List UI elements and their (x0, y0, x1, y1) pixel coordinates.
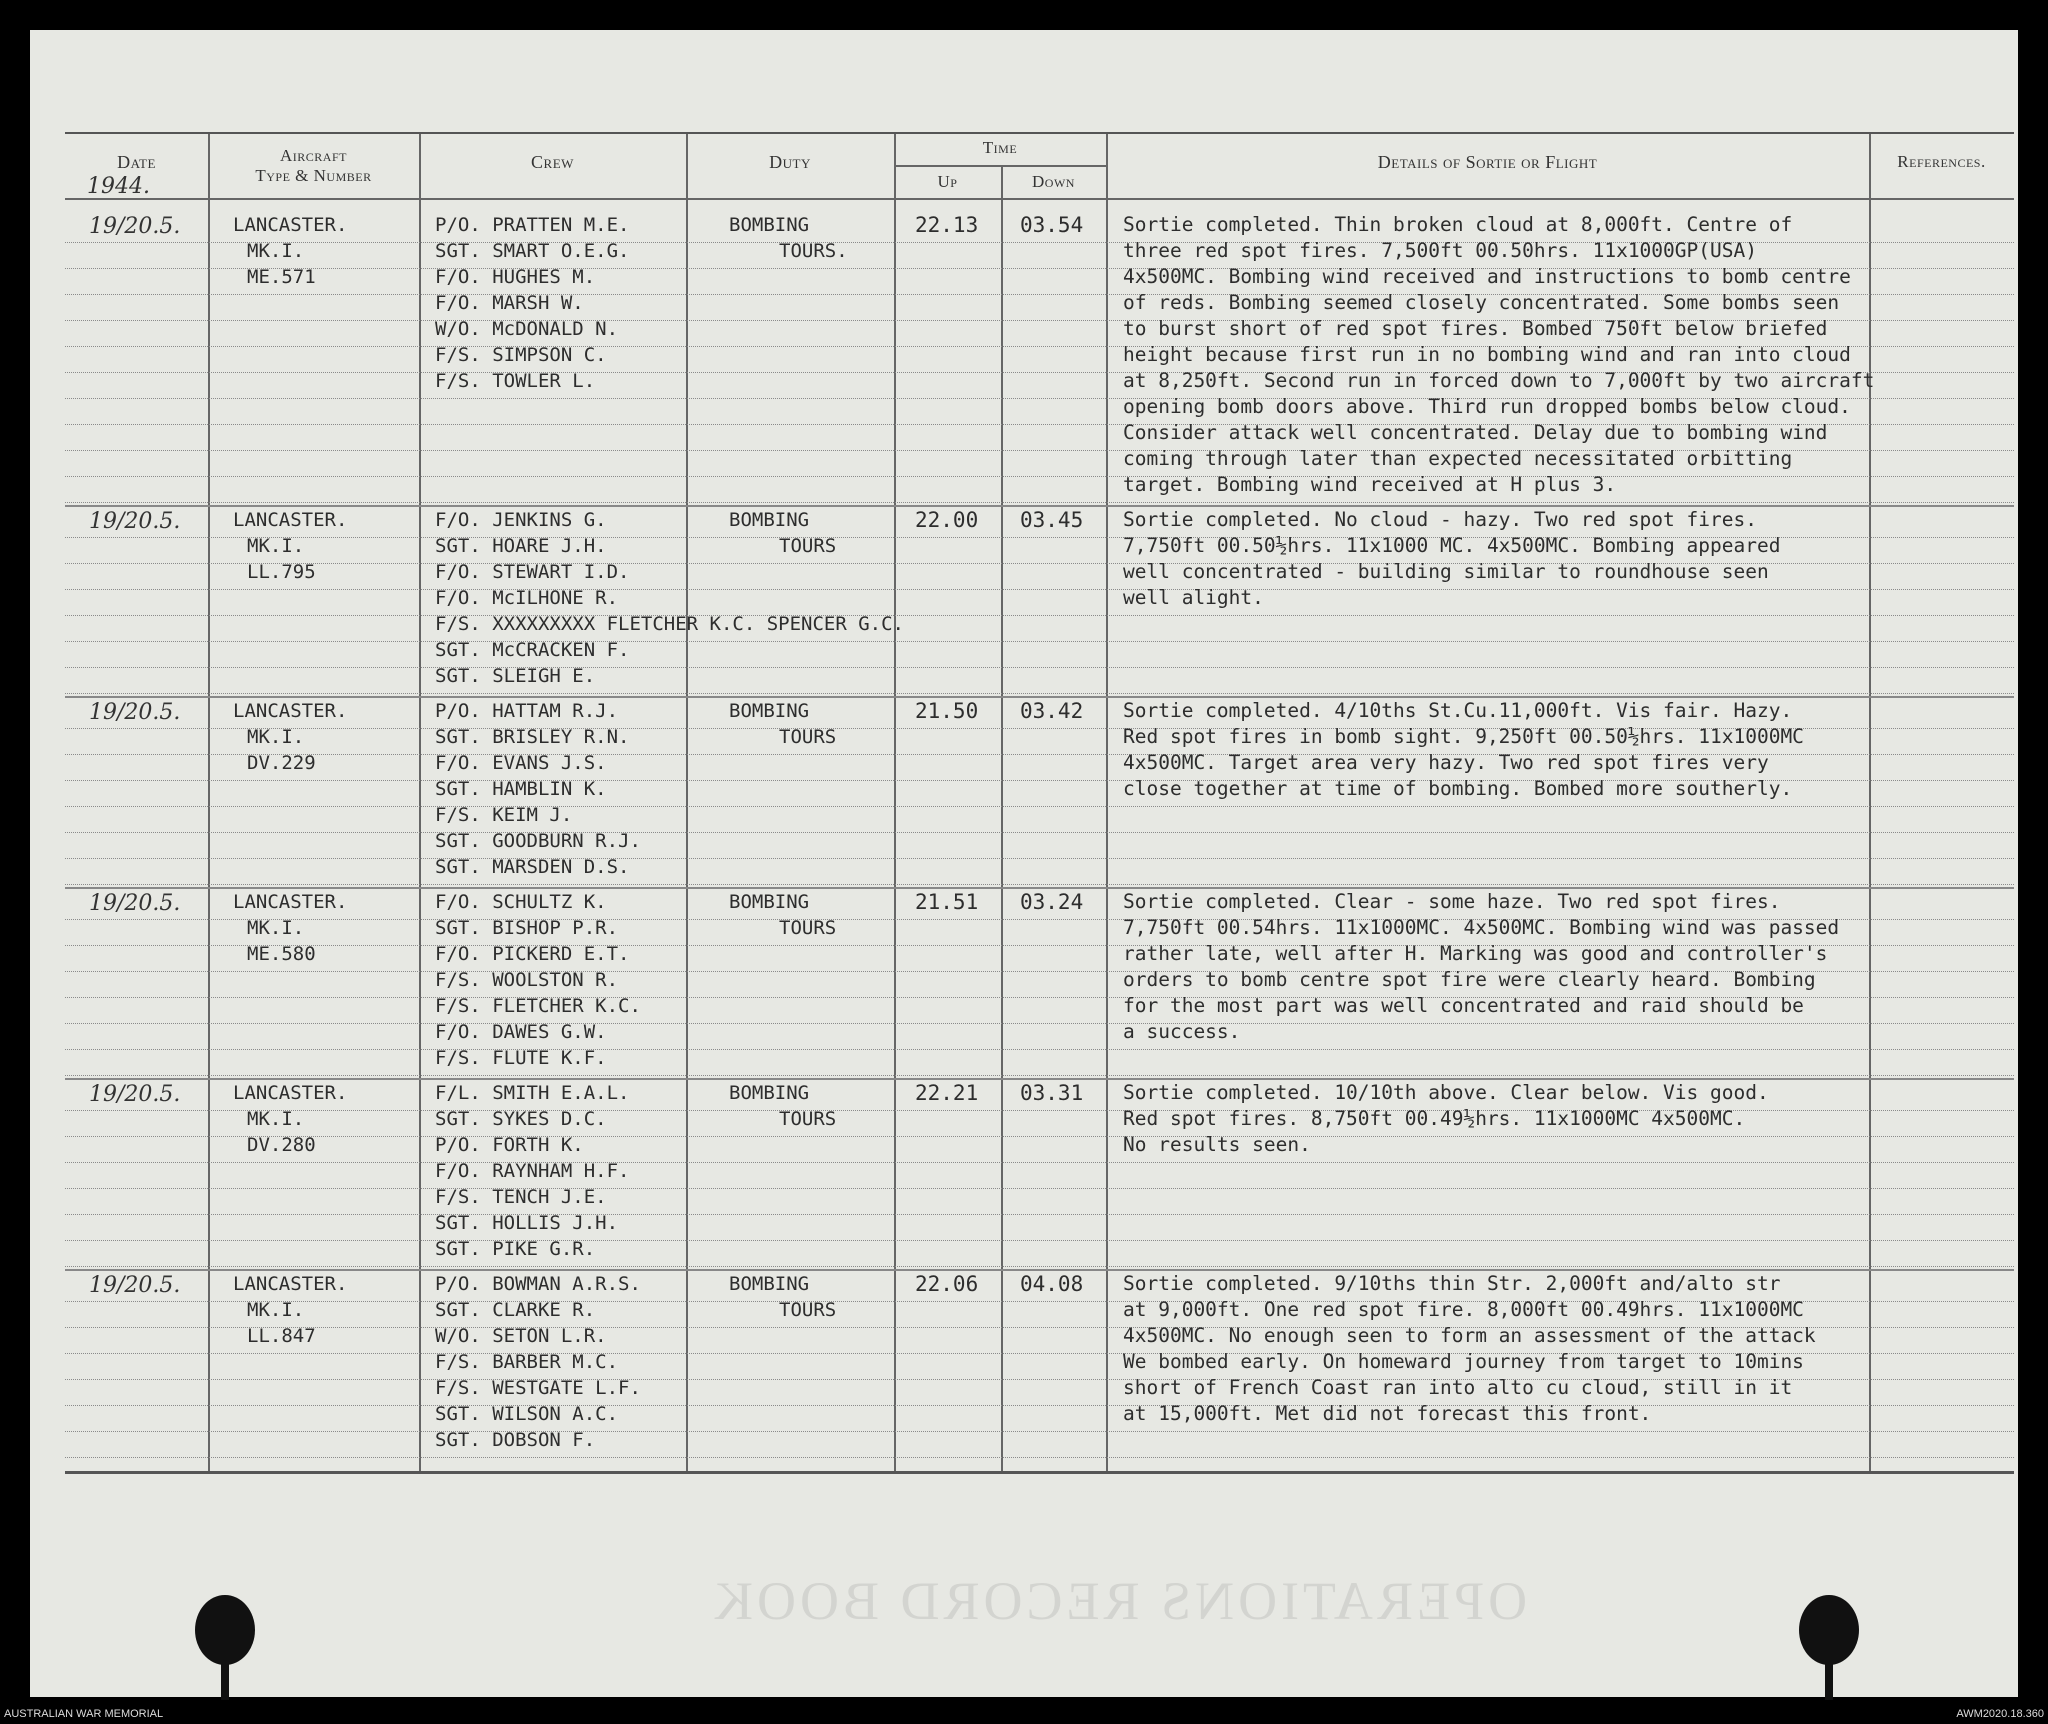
ruled-line (65, 858, 2014, 859)
aircraft-line: ME.571 (247, 266, 316, 288)
details-line: Sortie completed. 9/10ths thin Str. 2,000ft and/alto str (1123, 1272, 1781, 1295)
ruled-line (65, 1162, 2014, 1163)
crew-member: SGT. BISHOP P.R. (435, 917, 619, 939)
duty-line: TOURS. (779, 240, 848, 262)
footer-accession: AWM2020.18.360 (1956, 1708, 2044, 1720)
details-line: 4x500MC. Bombing wind received and instructions to bomb centre (1123, 265, 1851, 288)
aircraft-line: LANCASTER. (233, 1273, 348, 1295)
details-line: target. Bombing wind received at H plus 3. (1123, 473, 1617, 496)
crew-member: SGT. SLEIGH E. (435, 665, 596, 687)
time-down: 03.31 (1020, 1081, 1084, 1105)
crew-member: F/O. HUGHES M. (435, 266, 596, 288)
crew-member: F/O. MARSH W. (435, 292, 584, 314)
aircraft-line: MK.I. (247, 240, 305, 262)
header-duty: Duty (769, 152, 811, 172)
time-up: 22.13 (915, 213, 979, 237)
duty-line: BOMBING (729, 1082, 810, 1104)
aircraft-line: LANCASTER. (233, 214, 348, 236)
crew-member: F/O. PICKERD E.T. (435, 943, 630, 965)
crew-member: SGT. PIKE G.R. (435, 1238, 596, 1260)
header-year: 1944. (87, 174, 150, 199)
details-line: Sortie completed. Clear - some haze. Two red spot fires. (1123, 890, 1781, 913)
crew-member: F/S. WOOLSTON R. (435, 969, 619, 991)
sortie-date: 19/20.5. (89, 891, 181, 916)
details-line: Red spot fires. 8,750ft 00.49½hrs. 11x1000MC 4x500MC. (1123, 1107, 1746, 1130)
details-line: for the most part was well concentrated and raid should be (1123, 994, 1804, 1017)
duty-line: TOURS (779, 535, 837, 557)
details-line: Sortie completed. 4/10ths St.Cu.11,000ft. Vis fair. Hazy. (1123, 699, 1793, 722)
header-aircraft: Aircraft (280, 146, 347, 165)
ruled-line (65, 502, 2014, 503)
time-up: 22.06 (915, 1272, 979, 1296)
details-line: opening bomb doors above. Third run dropped bombs below cloud. (1123, 395, 1851, 418)
duty-line: BOMBING (729, 700, 810, 722)
time-down: 04.08 (1020, 1272, 1084, 1296)
header-type-number: Type & Number (255, 166, 372, 185)
ruled-line (65, 1266, 2014, 1267)
sortie-entry (65, 1081, 2014, 1268)
header-bottom-rule (65, 198, 2014, 200)
aircraft-line: DV.229 (247, 752, 316, 774)
details-line: at 15,000ft. Met did not forecast this front. (1123, 1402, 1652, 1425)
details-line: 4x500MC. No enough seen to form an assessment of the attack (1123, 1324, 1816, 1347)
details-line: well alight. (1123, 586, 1264, 609)
header-date: Date (117, 152, 156, 172)
header-time-up: Up (937, 172, 958, 191)
crew-member: F/O. STEWART I.D. (435, 561, 630, 583)
details-line: Sortie completed. Thin broken cloud at 8,000ft. Centre of (1123, 213, 1793, 236)
sortie-entry (65, 1272, 2014, 1459)
crew-member: P/O. FORTH K. (435, 1134, 584, 1156)
sortie-date: 19/20.5. (89, 700, 181, 725)
duty-line: TOURS (779, 1299, 837, 1321)
ruled-line (65, 1075, 2014, 1076)
crew-member: SGT. SYKES D.C. (435, 1108, 607, 1130)
aircraft-line: ME.580 (247, 943, 316, 965)
crew-member: F/L. SMITH E.A.L. (435, 1082, 630, 1104)
details-line: Sortie completed. 10/10th above. Clear below. Vis good. (1123, 1081, 1769, 1104)
crew-member: SGT. DOBSON F. (435, 1429, 596, 1451)
crew-member: F/S. SIMPSON C. (435, 344, 607, 366)
time-up: 21.51 (915, 890, 979, 914)
sortie-date: 19/20.5. (89, 214, 181, 239)
crew-member: F/O. SCHULTZ K. (435, 891, 607, 913)
details-line: three red spot fires. 7,500ft 00.50hrs. 11x1000GP(USA) (1123, 239, 1757, 262)
aircraft-line: LL.847 (247, 1325, 316, 1347)
details-line: of reds. Bombing seemed closely concentrated. Some bombs seen (1123, 291, 1840, 314)
aircraft-line: LANCASTER. (233, 1082, 348, 1104)
crew-member: P/O. PRATTEN M.E. (435, 214, 630, 236)
operations-record-form (65, 132, 2014, 1474)
details-line: Sortie completed. No cloud - hazy. Two red spot fires. (1123, 508, 1757, 531)
details-line: Red spot fires in bomb sight. 9,250ft 00.50½hrs. 11x1000MC (1123, 725, 1804, 748)
aircraft-line: MK.I. (247, 917, 305, 939)
ruled-line (65, 476, 2014, 477)
header-time-down: Down (1032, 172, 1075, 191)
sortie-entry (65, 508, 2014, 695)
details-line: 4x500MC. Target area very hazy. Two red spot fires very (1123, 751, 1769, 774)
entry-separator (65, 505, 2014, 507)
header-details: Details of Sortie or Flight (1377, 152, 1598, 172)
header-time: Time (982, 138, 1018, 157)
crew-member: F/S. KEIM J. (435, 804, 573, 826)
ruled-line (65, 667, 2014, 668)
aircraft-line: MK.I. (247, 1299, 305, 1321)
duty-line: BOMBING (729, 214, 810, 236)
aircraft-line: MK.I. (247, 1108, 305, 1130)
ruled-line (65, 1457, 2014, 1458)
ruled-line (65, 1240, 2014, 1241)
crew-member: F/S. FLETCHER K.C. (435, 995, 641, 1017)
aircraft-line: LANCASTER. (233, 509, 348, 531)
ruled-line (65, 1188, 2014, 1189)
aircraft-line: DV.280 (247, 1134, 316, 1156)
binder-string (1825, 1640, 1833, 1700)
duty-line: BOMBING (729, 1273, 810, 1295)
time-down: 03.54 (1020, 213, 1084, 237)
details-line: close together at time of bombing. Bombed more southerly. (1123, 777, 1793, 800)
duty-line: TOURS (779, 726, 837, 748)
crew-member: F/S. TOWLER L. (435, 370, 596, 392)
crew-member: F/O. DAWES G.W. (435, 1021, 607, 1043)
aircraft-line: MK.I. (247, 726, 305, 748)
time-header-divider (894, 165, 1108, 167)
crew-member: F/O. McILHONE R. (435, 587, 619, 609)
time-down: 03.24 (1020, 890, 1084, 914)
time-up: 22.21 (915, 1081, 979, 1105)
time-up: 22.00 (915, 508, 979, 532)
aircraft-line: MK.I. (247, 535, 305, 557)
ruled-line (65, 589, 2014, 590)
crew-member: W/O. McDONALD N. (435, 318, 619, 340)
ruled-line (65, 884, 2014, 885)
details-line: rather late, well after H. Marking was good and controller's (1123, 942, 1828, 965)
details-line: We bombed early. On homeward journey from target to 10mins (1123, 1350, 1804, 1373)
sortie-date: 19/20.5. (89, 509, 181, 534)
aircraft-line: LANCASTER. (233, 700, 348, 722)
ruled-line (65, 1405, 2014, 1406)
aircraft-line: LANCASTER. (233, 891, 348, 913)
ruled-line (65, 1136, 2014, 1137)
header-references: References. (1897, 152, 1986, 171)
crew-member: SGT. GOODBURN R.J. (435, 830, 641, 852)
crew-member: F/S. BARBER M.C. (435, 1351, 619, 1373)
crew-member: SGT. HAMBLIN K. (435, 778, 607, 800)
binder-string (221, 1640, 229, 1700)
sortie-entry (65, 213, 2014, 504)
details-line: short of French Coast ran into alto cu cloud, still in it (1123, 1376, 1793, 1399)
crew-member: F/S. TENCH J.E. (435, 1186, 607, 1208)
duty-line: TOURS (779, 1108, 837, 1130)
crew-member: F/S. XXXXXXXXX FLETCHER K.C. SPENCER G.C. (435, 613, 904, 635)
header-crew: Crew (531, 152, 574, 172)
details-line: coming through later than expected necessitated orbitting (1123, 447, 1793, 470)
ruled-line (65, 1431, 2014, 1432)
sortie-entry (65, 890, 2014, 1077)
show-through-text: OPERATIONS RECORD BOOK (710, 1571, 1528, 1631)
crew-member: F/S. FLUTE K.F. (435, 1047, 607, 1069)
duty-line: BOMBING (729, 891, 810, 913)
crew-member: P/O. HATTAM R.J. (435, 700, 619, 722)
ruled-line (65, 641, 2014, 642)
crew-member: F/O. EVANS J.S. (435, 752, 607, 774)
sortie-entry (65, 699, 2014, 886)
time-up: 21.50 (915, 699, 979, 723)
ruled-line (65, 832, 2014, 833)
time-down: 03.45 (1020, 508, 1084, 532)
details-line: height because first run in no bombing wind and ran into cloud (1123, 343, 1851, 366)
crew-member: SGT. SMART O.E.G. (435, 240, 630, 262)
details-line: well concentrated - building similar to roundhouse seen (1123, 560, 1769, 583)
crew-member: SGT. HOLLIS J.H. (435, 1212, 619, 1234)
details-line: Consider attack well concentrated. Delay due to bombing wind (1123, 421, 1828, 444)
details-line: 7,750ft 00.54hrs. 11x1000MC. 4x500MC. Bombing wind was passed (1123, 916, 1840, 939)
entry-separator (65, 1269, 2014, 1271)
details-line: at 8,250ft. Second run in forced down to 7,000ft by two aircraft (1123, 369, 1875, 392)
crew-member: F/S. WESTGATE L.F. (435, 1377, 641, 1399)
aircraft-line: LL.795 (247, 561, 316, 583)
sortie-date: 19/20.5. (89, 1273, 181, 1298)
crew-member: SGT. McCRACKEN F. (435, 639, 630, 661)
entry-separator (65, 1078, 2014, 1080)
ruled-line (65, 693, 2014, 694)
crew-member: SGT. BRISLEY R.N. (435, 726, 630, 748)
crew-member: SGT. HOARE J.H. (435, 535, 607, 557)
entry-separator (65, 887, 2014, 889)
ruled-line (65, 1023, 2014, 1024)
details-line: a success. (1123, 1020, 1241, 1043)
crew-member: P/O. BOWMAN A.R.S. (435, 1273, 641, 1295)
crew-member: F/O. RAYNHAM H.F. (435, 1160, 630, 1182)
crew-member: W/O. SETON L.R. (435, 1325, 607, 1347)
details-line: No results seen. (1123, 1133, 1311, 1156)
ruled-line (65, 806, 2014, 807)
crew-member: SGT. CLARKE R. (435, 1299, 596, 1321)
ruled-line (65, 1214, 2014, 1215)
crew-member: F/O. JENKINS G. (435, 509, 607, 531)
sortie-date: 19/20.5. (89, 1082, 181, 1107)
crew-member: SGT. MARSDEN D.S. (435, 856, 630, 878)
ruled-line (65, 615, 2014, 616)
ruled-line (65, 1049, 2014, 1050)
details-line: at 9,000ft. One red spot fire. 8,000ft 00.49hrs. 11x1000MC (1123, 1298, 1804, 1321)
details-line: orders to bomb centre spot fire were clearly heard. Bombing (1123, 968, 1816, 991)
footer-institution: AUSTRALIAN WAR MEMORIAL (4, 1708, 164, 1720)
time-down: 03.42 (1020, 699, 1084, 723)
duty-line: BOMBING (729, 509, 810, 531)
details-line: 7,750ft 00.50½hrs. 11x1000 MC. 4x500MC. Bombing appeared (1123, 534, 1781, 557)
record-page (30, 30, 2018, 1697)
details-line: to burst short of red spot fires. Bombed 750ft below briefed (1123, 317, 1828, 340)
entry-separator (65, 696, 2014, 698)
duty-line: TOURS (779, 917, 837, 939)
crew-member: SGT. WILSON A.C. (435, 1403, 619, 1425)
